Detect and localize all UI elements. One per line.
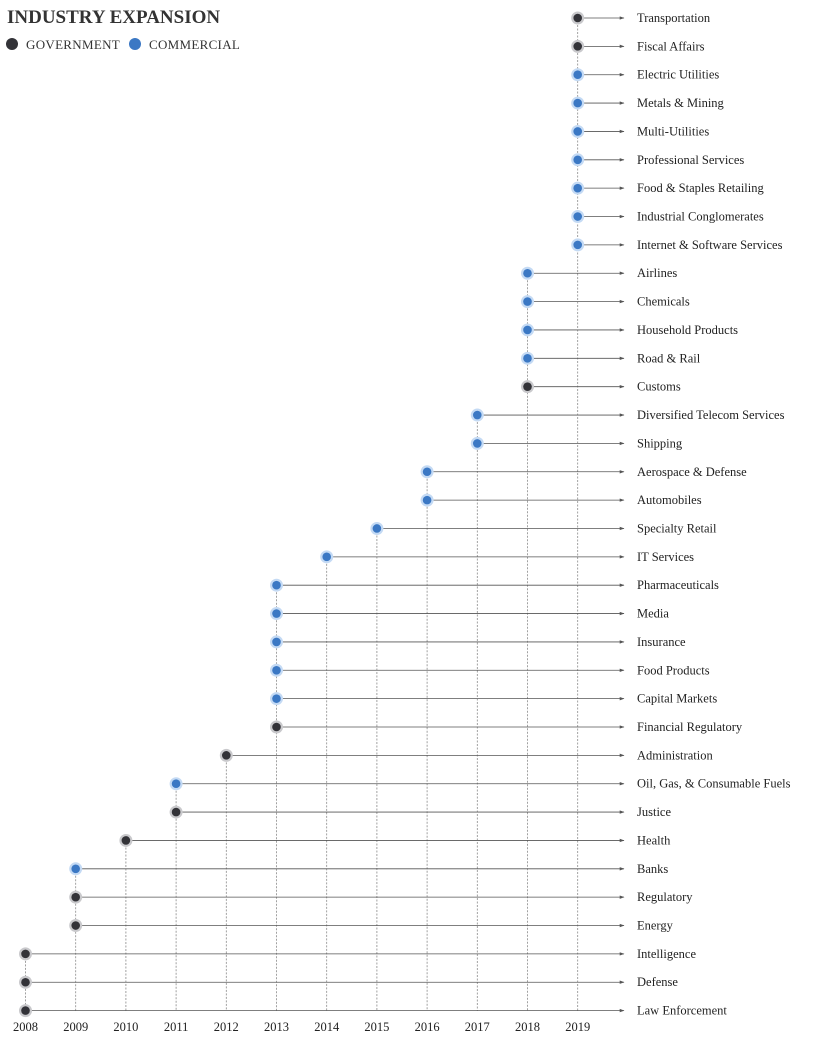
legend-government-marker <box>6 38 18 50</box>
marker-airlines <box>523 269 532 278</box>
industry-label-defense: Defense <box>637 975 678 990</box>
marker-energy <box>71 921 80 930</box>
marker-regulatory <box>71 893 80 902</box>
legend-government-label: GOVERNMENT <box>26 37 120 52</box>
industry-label-energy: Energy <box>637 918 673 933</box>
marker-aerospace-defense <box>423 467 432 476</box>
industry-label-shipping: Shipping <box>637 436 683 451</box>
industry-label-transportation: Transportation <box>637 11 711 25</box>
industry-label-electric-utilities: Electric Utilities <box>637 67 720 82</box>
marker-chemicals <box>523 297 532 306</box>
year-label-2015: 2015 <box>364 1020 390 1034</box>
industry-connector-lines <box>26 18 625 1011</box>
industry-label-health: Health <box>637 833 671 848</box>
industry-label-financial-regulatory: Financial Regulatory <box>637 720 743 734</box>
marker-food-staples-retailing <box>573 184 582 193</box>
marker-household-products <box>523 326 532 335</box>
industry-label-customs: Customs <box>637 379 681 394</box>
industry-label-food-staples-retailing: Food & Staples Retailing <box>637 181 764 196</box>
industry-label-capital-markets: Capital Markets <box>637 691 718 706</box>
marker-automobiles <box>423 496 432 505</box>
marker-professional-services <box>573 156 582 165</box>
year-label-2016: 2016 <box>414 1020 440 1034</box>
industry-label-road-rail: Road & Rail <box>637 351 701 366</box>
marker-financial-regulatory <box>272 723 281 732</box>
industry-label-food-products: Food Products <box>637 663 710 678</box>
industry-label-pharmaceuticals: Pharmaceuticals <box>637 578 719 593</box>
marker-transportation <box>573 14 582 23</box>
year-drop-lines <box>26 18 578 1011</box>
industry-label-intelligence: Intelligence <box>637 946 696 961</box>
year-label-2009: 2009 <box>63 1020 89 1034</box>
industry-label-airlines: Airlines <box>637 266 678 281</box>
legend-commercial-marker <box>129 38 141 50</box>
industry-label-banks: Banks <box>637 861 669 876</box>
marker-law-enforcement <box>21 1006 30 1015</box>
marker-media <box>272 609 281 618</box>
marker-metals-mining <box>573 99 582 108</box>
year-label-2010: 2010 <box>113 1020 139 1034</box>
legend <box>6 37 240 52</box>
industry-label-household-products: Household Products <box>637 322 739 337</box>
industry-label-aerospace-defense: Aerospace & Defense <box>637 464 747 479</box>
industry-markers <box>19 12 584 1018</box>
marker-electric-utilities <box>573 70 582 79</box>
year-label-2014: 2014 <box>314 1020 340 1034</box>
industry-label-multi-utilities: Multi-Utilities <box>637 124 710 139</box>
industry-label-specialty-retail: Specialty Retail <box>637 521 717 536</box>
year-label-2019: 2019 <box>565 1020 591 1034</box>
marker-banks <box>71 865 80 874</box>
marker-insurance <box>272 638 281 647</box>
year-label-2017: 2017 <box>464 1020 490 1034</box>
year-label-2018: 2018 <box>515 1020 540 1034</box>
marker-justice <box>172 808 181 817</box>
industry-label-oil-gas-consumable-fuels: Oil, Gas, & Consumable Fuels <box>637 776 791 791</box>
year-label-2011: 2011 <box>163 1020 189 1034</box>
year-label-2012: 2012 <box>213 1020 239 1034</box>
industry-label-chemicals: Chemicals <box>637 294 690 309</box>
industry-label-law-enforcement: Law Enforcement <box>637 1003 727 1018</box>
marker-specialty-retail <box>373 524 382 533</box>
industry-label-regulatory: Regulatory <box>637 890 693 905</box>
industry-label-industrial-conglomerates: Industrial Conglomerates <box>637 209 764 224</box>
marker-shipping <box>473 439 482 448</box>
industry-label-automobiles: Automobiles <box>637 493 702 508</box>
marker-multi-utilities <box>573 127 582 136</box>
industry-label-it-services: IT Services <box>637 549 695 564</box>
industry-label-media: Media <box>637 606 669 621</box>
year-label-2013: 2013 <box>264 1020 289 1034</box>
marker-administration <box>222 751 231 760</box>
year-label-2008: 2008 <box>13 1020 38 1034</box>
marker-intelligence <box>21 950 30 959</box>
marker-internet-software-services <box>573 241 582 250</box>
marker-health <box>122 836 131 845</box>
chart-title: INDUSTRY EXPANSION <box>7 7 221 28</box>
industry-label-administration: Administration <box>637 748 713 763</box>
industry-labels <box>637 11 791 1018</box>
marker-fiscal-affairs <box>573 42 582 51</box>
industry-label-professional-services: Professional Services <box>637 152 745 167</box>
legend-commercial-label: COMMERCIAL <box>149 37 241 52</box>
industry-label-metals-mining: Metals & Mining <box>637 96 724 111</box>
industry-label-justice: Justice <box>637 805 672 820</box>
industry-label-internet-software-services: Internet & Software Services <box>637 237 783 252</box>
marker-it-services <box>322 553 331 562</box>
marker-food-products <box>272 666 281 675</box>
marker-diversified-telecom-services <box>473 411 482 420</box>
year-axis-labels <box>13 1020 590 1034</box>
industry-label-diversified-telecom-services: Diversified Telecom Services <box>637 408 785 423</box>
marker-customs <box>523 382 532 391</box>
industry-label-fiscal-affairs: Fiscal Affairs <box>637 39 705 54</box>
marker-pharmaceuticals <box>272 581 281 590</box>
marker-capital-markets <box>272 694 281 703</box>
marker-industrial-conglomerates <box>573 212 582 221</box>
marker-defense <box>21 978 30 987</box>
marker-road-rail <box>523 354 532 363</box>
marker-oil-gas-consumable-fuels <box>172 779 181 788</box>
industry-label-insurance: Insurance <box>637 634 686 649</box>
